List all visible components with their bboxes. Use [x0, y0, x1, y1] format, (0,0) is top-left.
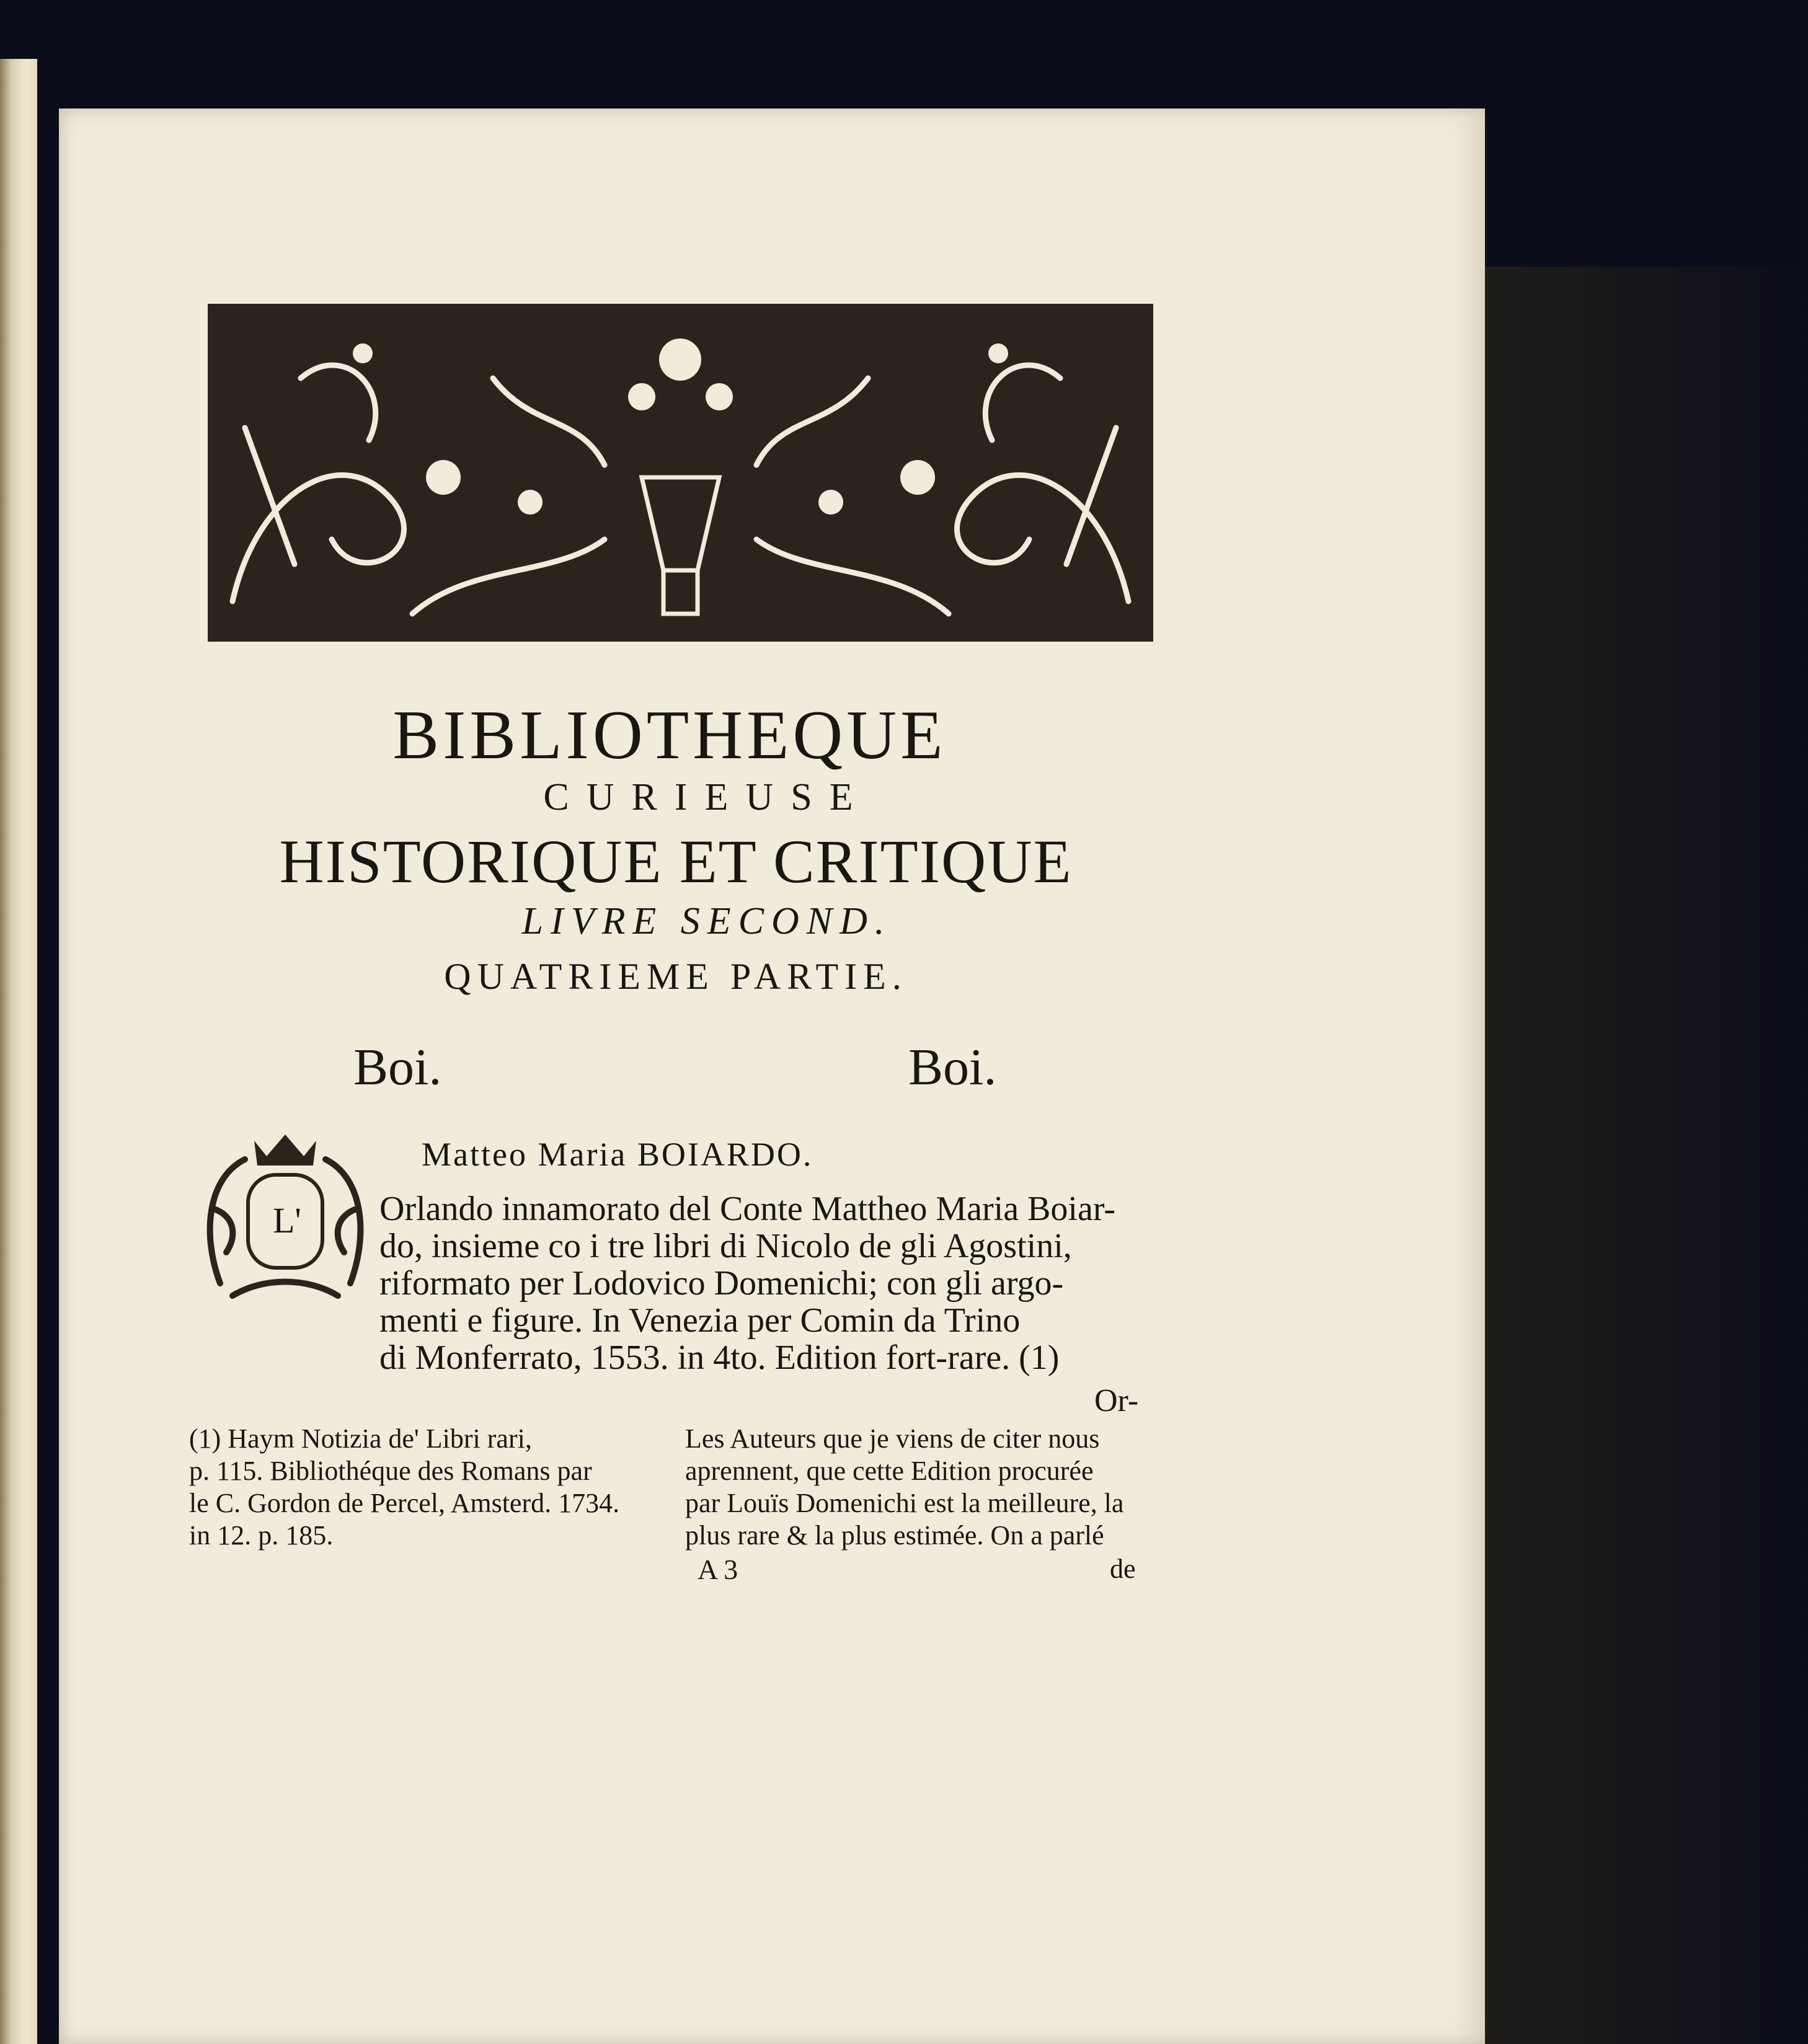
entry-line: do, insieme co i tre libri di Nicolo de gli Agostini, [379, 1227, 1072, 1265]
decorative-headpiece [208, 304, 1153, 642]
background-shadow [1485, 267, 1807, 2044]
right-column-text [685, 1423, 1144, 1552]
title-curieuse: CURIEUSE [543, 776, 871, 818]
footnote-line: le C. Gordon de Percel, Amsterd. 1734. [189, 1488, 620, 1518]
entry-line: menti e figure. In Venezia per Comin da Trino [379, 1301, 1021, 1340]
running-head-left: Boi. [353, 1038, 442, 1096]
right-column-line: Les Auteurs que je viens de citer nous [685, 1423, 1100, 1454]
title-historique-critique: HISTORIQUE ET CRITIQUE [279, 827, 1073, 896]
right-column-line: aprennent, que cette Edition procurée [685, 1456, 1094, 1486]
drop-initial: L' [273, 1200, 301, 1241]
entry-body [379, 1190, 1142, 1376]
catchword-footer: de [1110, 1554, 1136, 1584]
right-column-line: plus rare & la plus estimée. On a parlé [685, 1520, 1104, 1551]
footnote-line: (1) Haym Notizia de' Libri rari, [189, 1423, 532, 1454]
entry-author: Matteo Maria BOIARDO. [422, 1136, 813, 1173]
adjacent-page-edge [0, 59, 37, 2044]
book-number: LIVRE SECOND. [521, 900, 892, 942]
catchword-main: Or- [1094, 1383, 1139, 1418]
entry-line: Orlando innamorato del Conte Mattheo Maria Boiar- [379, 1190, 1115, 1228]
entry-line: di Monferrato, 1553. in 4to. Edition fort-rare. (1) [379, 1338, 1060, 1377]
footnote-line: p. 115. Bibliothéque des Romans par [189, 1456, 592, 1486]
title-bibliotheque: BIBLIOTHEQUE [392, 697, 947, 774]
footnote [189, 1423, 667, 1552]
signature-mark: A 3 [698, 1554, 738, 1585]
footnote-line: in 12. p. 185. [189, 1520, 334, 1551]
entry-line: riformato per Lodovico Domenichi; con gli argo- [379, 1264, 1064, 1303]
right-column-line: par Louïs Domenichi est la meilleure, la [685, 1488, 1124, 1518]
running-head-right: Boi. [908, 1038, 997, 1096]
part-title: QUATRIEME PARTIE. [444, 956, 908, 997]
